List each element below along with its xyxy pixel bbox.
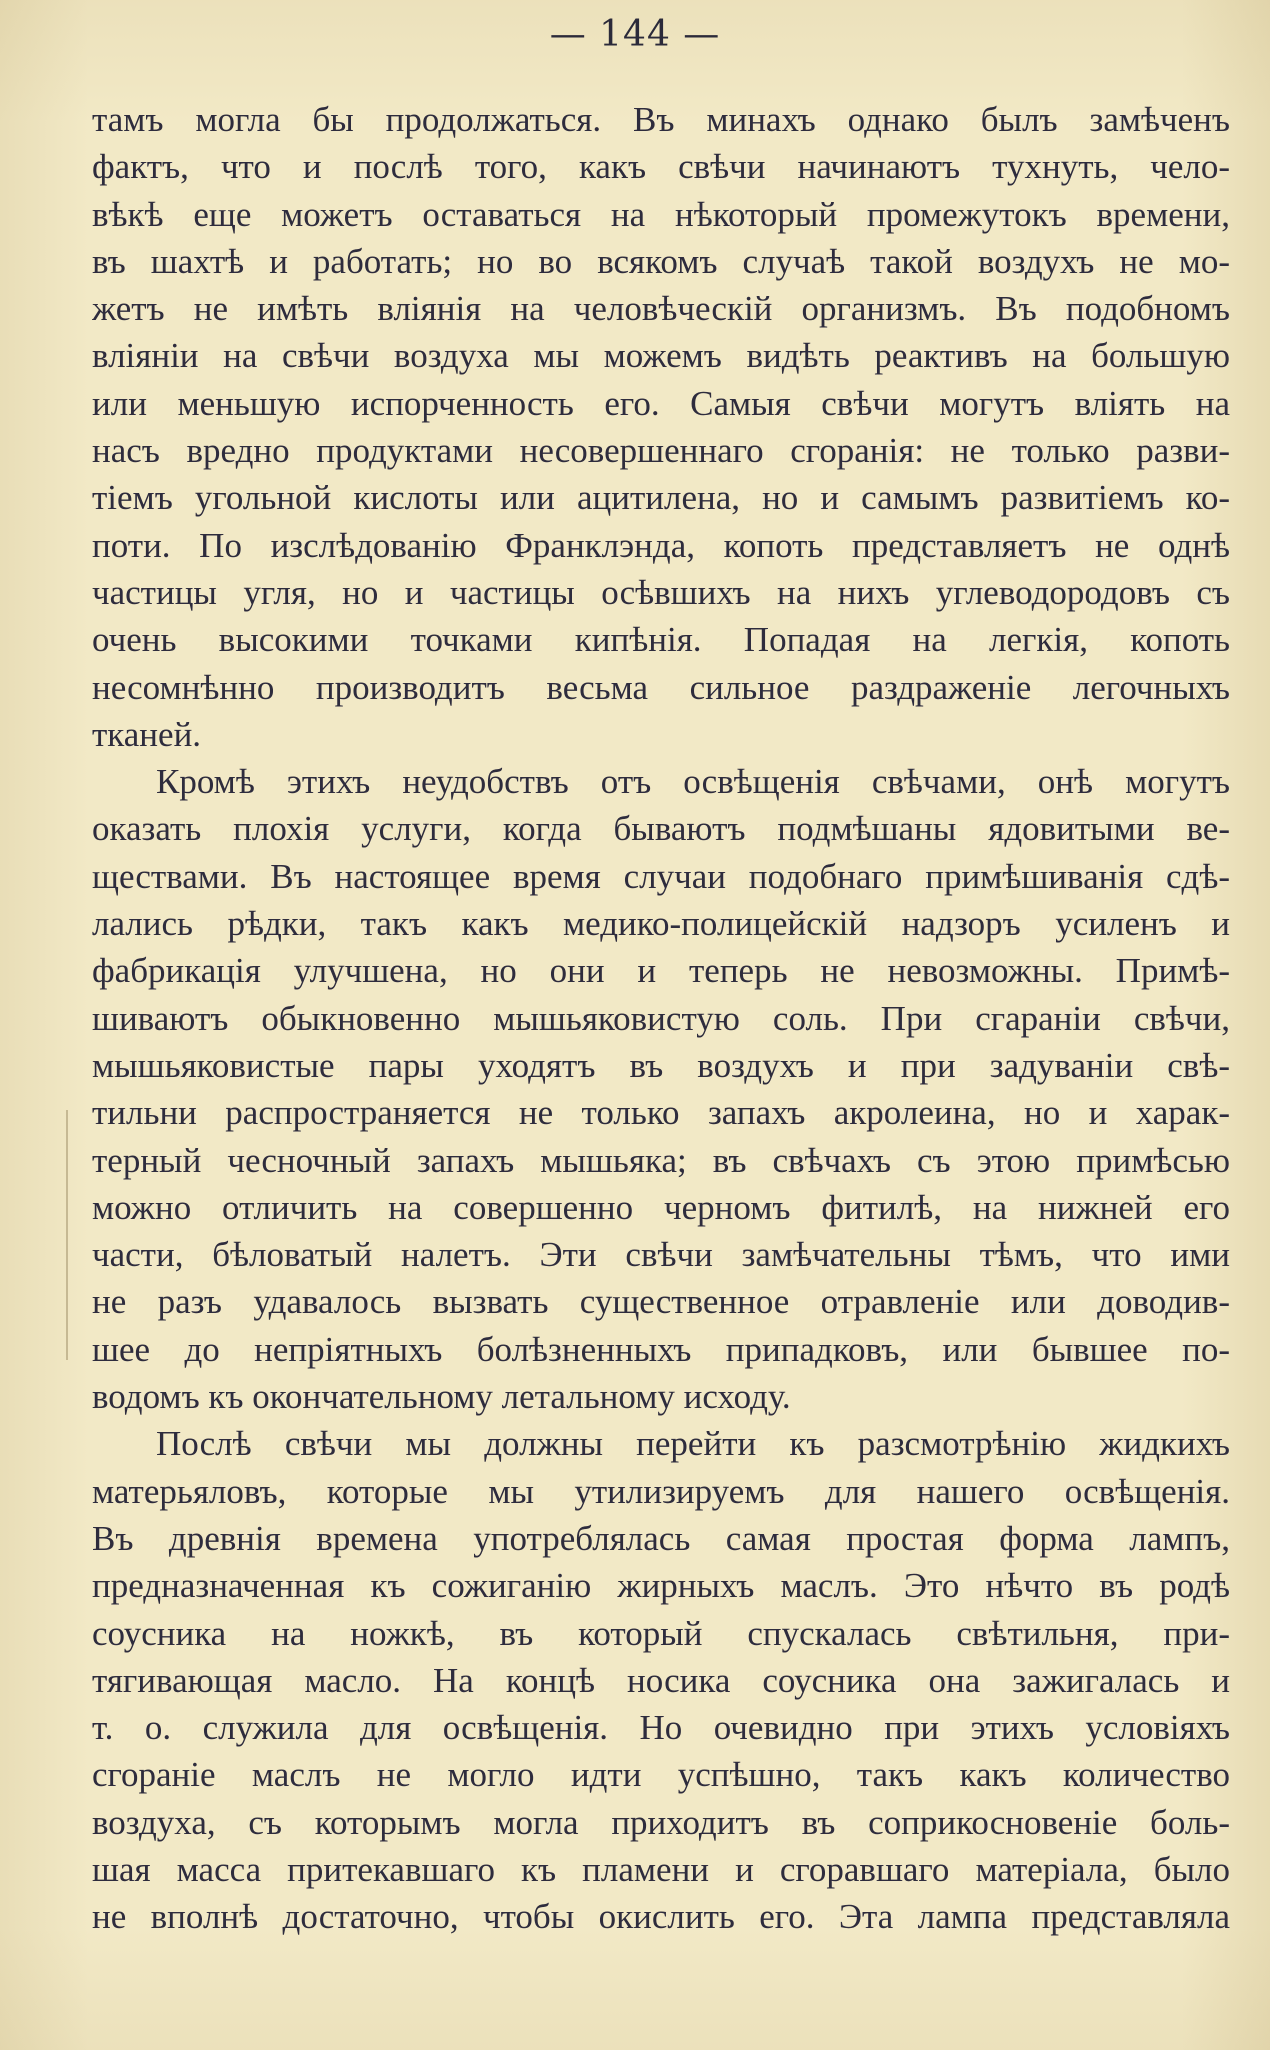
text-line: шая масса притекавшаго къ пламени и сгоравшаго матеріала, было [92, 1849, 1230, 1889]
text-line: ществами. Въ настоящее время случаи подобнаго примѣшиванія сдѣ- [92, 856, 1230, 896]
text-line: тильни распространяется не только запахъ акролеина, но и харак- [92, 1093, 1230, 1133]
text-line: поти. По изслѣдованію Франклэнда, копоть представляетъ не однѣ [92, 525, 1230, 565]
text-line: вѣкѣ еще можетъ оставаться на нѣкоторый промежутокъ времени, [92, 194, 1230, 234]
body-text [92, 96, 1230, 1941]
text-line: матерьяловъ, которые мы утилизируемъ для нашего освѣщенія. [92, 1471, 1230, 1511]
text-line: соусника на ножкѣ, въ который спускалась свѣтильня, при- [92, 1613, 1230, 1653]
text-line: сгораніе маслъ не могло идти успѣшно, такъ какъ количество [92, 1755, 1230, 1795]
text-line: предназначенная къ сожиганію жирныхъ маслъ. Это нѣчто въ родѣ [92, 1566, 1230, 1606]
text-line: т. о. служила для освѣщенія. Но очевидно при этихъ условіяхъ [92, 1708, 1230, 1748]
text-line: тіемъ угольной кислоты или ацитилена, но и самымъ развитіемъ ко- [92, 478, 1230, 518]
text-line: терный чесночный запахъ мышьяка; въ свѣчахъ съ этою примѣсью [92, 1140, 1230, 1180]
text-line: или меньшую испорченность его. Самыя свѣчи могутъ вліять на [92, 383, 1230, 423]
text-line: лались рѣдки, такъ какъ медико-полицейскій надзоръ усиленъ и [92, 904, 1230, 944]
text-line: можно отличить на совершенно черномъ фитилѣ, на нижней его [92, 1187, 1230, 1227]
text-line: жетъ не имѣть вліянія на человѣческій организмъ. Въ подобномъ [92, 289, 1230, 329]
text-line: фактъ, что и послѣ того, какъ свѣчи начинаютъ тухнуть, чело- [92, 147, 1230, 187]
text-line: въ шахтѣ и работать; но во всякомъ случаѣ такой воздухъ не мо- [92, 241, 1230, 281]
text-line: фабрикація улучшена, но они и теперь не невозможны. Примѣ- [92, 951, 1230, 991]
text-line: части, бѣловатый налетъ. Эти свѣчи замѣчательны тѣмъ, что ими [92, 1235, 1230, 1275]
page-number: — 144 — [549, 14, 721, 55]
text-line: Въ древнія времена употреблялась самая простая форма лампъ, [92, 1518, 1230, 1558]
text-line: вліяніи на свѣчи воздуха мы можемъ видѣть реактивъ на большую [92, 336, 1230, 376]
text-line: мышьяковистые пары уходятъ въ воздухъ и при задуваніи свѣ- [92, 1045, 1230, 1085]
text-line: насъ вредно продуктами несовершеннаго сгоранія: не только разви- [92, 431, 1230, 471]
text-line: несомнѣнно производитъ весьма сильное раздраженіе легочныхъ [92, 667, 1230, 707]
text-line: шиваютъ обыкновенно мышьяковистую соль. При сгараніи свѣчи, [92, 998, 1230, 1038]
text-line: Послѣ свѣчи мы должны перейти къ разсмотрѣнію жидкихъ [156, 1424, 1230, 1464]
text-line: очень высокими точками кипѣнія. Попадая на легкія, копоть [92, 620, 1230, 660]
text-line: не разъ удавалось вызвать существенное отравленіе или доводив- [92, 1282, 1230, 1322]
text-line: воздуха, съ которымъ могла приходитъ въ соприкосновеніе боль- [92, 1802, 1230, 1842]
text-line: шее до непріятныхъ болѣзненныхъ припадковъ, или бывшее по- [92, 1329, 1230, 1369]
text-line: тканей. [92, 714, 202, 754]
text-line: Кромѣ этихъ неудобствъ отъ освѣщенія свѣчами, онѣ могутъ [156, 762, 1230, 802]
text-line: не вполнѣ достаточно, чтобы окислить его. Эта лампа представляла [92, 1897, 1230, 1937]
text-line: тамъ могла бы продолжаться. Въ минахъ однако былъ замѣченъ [92, 100, 1230, 139]
margin-mark [66, 1110, 68, 1360]
text-line: оказать плохія услуги, когда бываютъ подмѣшаны ядовитыми ве- [92, 809, 1230, 849]
text-line: тягивающая масло. На концѣ носика соусника она зажигалась и [92, 1660, 1230, 1700]
text-line: частицы угля, но и частицы осѣвшихъ на нихъ углеводородовъ съ [92, 572, 1230, 612]
text-line: водомъ къ окончательному летальному исходу. [92, 1377, 791, 1417]
